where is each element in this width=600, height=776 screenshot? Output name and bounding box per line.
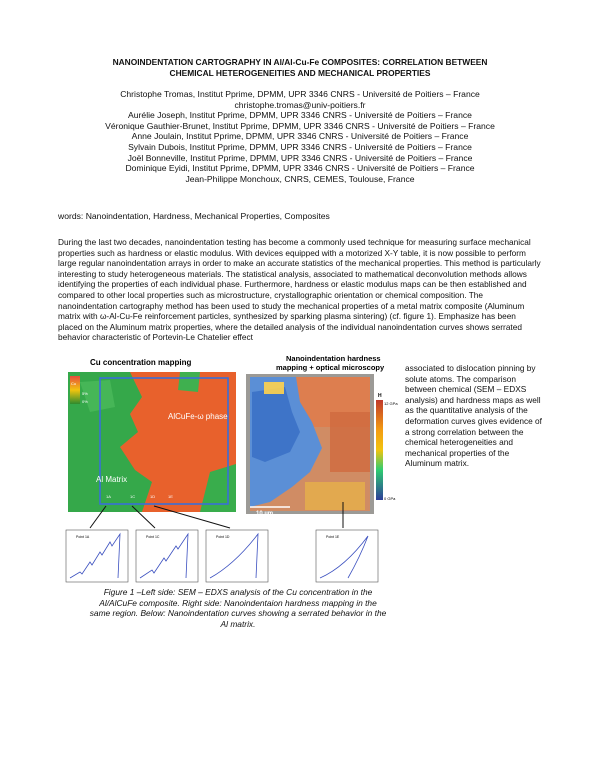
author-email: christophe.tromas@univ-poitiers.fr bbox=[234, 99, 366, 110]
author-line: Véronique Gauthier-Brunet, Institut Pprime, DPMM, UPR 3346 CNRS - Université de Poitiers – France bbox=[105, 120, 495, 131]
scale-bar-label: 10 µm bbox=[256, 511, 274, 517]
figure-1-graphic bbox=[60, 352, 400, 584]
hardness-map bbox=[246, 374, 398, 517]
hardness-colorbar bbox=[376, 400, 383, 500]
paper-title bbox=[40, 57, 560, 79]
author-line: Sylvain Dubois, Institut Pprime, DPMM, UPR 3346 CNRS - Université de Poitiers – France bbox=[128, 141, 472, 152]
figure-caption: Figure 1 –Left side: SEM – EDXS analysis of the Cu concentration in the Al/AlCuFe composite. Right side: Nanoindentaion hardness mapping in the same region. Below: Nanoindentation curves showing a serrated behavior in the Al matrix. bbox=[89, 587, 387, 629]
colorbar-top: 12 GPa bbox=[384, 401, 398, 406]
right-panel-title-2: mapping + optical microscopy bbox=[276, 363, 385, 372]
author-line: Anne Joulain, Institut Pprime, DPMM, UPR 3346 CNRS - Université de Poitiers – France bbox=[131, 131, 469, 142]
author-line: Jean-Philippe Monchoux, CNRS, CEMES, Toulouse, France bbox=[185, 173, 415, 184]
curve-label: Point 1C bbox=[146, 535, 160, 539]
colorbar-bottom: 0 GPa bbox=[384, 496, 396, 501]
curve-panel bbox=[206, 530, 268, 582]
keywords: words: Nanoindentation, Hardness, Mechanical Properties, Composites bbox=[58, 211, 330, 221]
matrix-label: Al Matrix bbox=[96, 475, 128, 484]
colorbar-unit: H bbox=[378, 393, 382, 399]
cu-scale-low: 0% bbox=[82, 399, 88, 404]
author-line: Dominique Eyidi, Institut Pprime, DPMM, UPR 3346 CNRS - Université de Poitiers – France bbox=[125, 163, 475, 174]
left-panel-title: Cu concentration mapping bbox=[90, 358, 192, 367]
figure-1 bbox=[60, 352, 400, 612]
author-list bbox=[40, 89, 560, 184]
author-line: Christophe Tromas, Institut Pprime, DPMM, UPR 3346 CNRS - Université de Poitiers – France bbox=[120, 89, 480, 99]
point-label: 1E bbox=[168, 494, 173, 499]
abstract-main: During the last two decades, nanoindentation testing has become a commonly used technique for measuring surface mechanical properties such as hardness or elastic modulus. With devices equipped with a motorized X-Y table, it is now possible to perform large regular nanoindentation arrays in order to make an accurate statistics of the mechanical properties. This method is particularly interesting to study heterogeneous materials. The statistical analysis, associated to mathematical deconvolution methods allows identifying the properties of each individual phase. Furthermore, hardness or elastic modulus maps can be then established and compared to other local properties such as microstructure, crystallographic orientation or chemical composition. The nanoindentation cartography method has been used to study the mechanical properties of a metal matrix composite (Aluminum matrix with ω-Al-Cu-Fe reinforcement particles, synthesized by sparking plasma sintering) (cf. figure 1). Emphasize has been placed on the Aluminum matrix properties, where the detailed analysis of the individual nanoindentation curves shows serrated behavior characteristic of Portevin-Le Chatelier effect bbox=[58, 237, 541, 343]
curve-label: Point 1D bbox=[216, 535, 230, 539]
curve-label: Point 1A bbox=[76, 535, 90, 539]
phase-label: AlCuFe-ω phase bbox=[168, 412, 228, 421]
abstract-wrap-text: associated to dislocation pinning by solute atoms. The comparison between chemical (SEM – EDXS analysis) and hardness maps as well as the quantitative analysis of the deformation curves gives evidence of a strong correlation between the chemical heterogeneities and mechanical properties of the Aluminum matrix. bbox=[405, 363, 542, 469]
cu-scale-mid: 5% bbox=[82, 391, 88, 396]
curve-panel bbox=[136, 530, 198, 582]
point-label: 1D bbox=[150, 494, 156, 499]
curve-panel bbox=[66, 530, 128, 582]
curve-panel bbox=[316, 530, 378, 582]
point-label: 1A bbox=[106, 494, 111, 499]
author-line: Aurélie Joseph, Institut Pprime, DPMM, UPR 3346 CNRS - Université de Poitiers – France bbox=[128, 110, 472, 121]
title-line-1: NANOINDENTATION CARTOGRAPHY IN Al/Al-Cu-Fe COMPOSITES: CORRELATION BETWEEN bbox=[112, 57, 488, 67]
title-line-2: CHEMICAL HETEROGENEITIES AND MECHANICAL PROPERTIES bbox=[169, 68, 431, 78]
cu-map bbox=[68, 372, 236, 512]
point-label: 1C bbox=[130, 494, 136, 499]
right-panel-title-1: Nanoindentation hardness bbox=[286, 354, 381, 363]
cu-scale-top: Cu bbox=[71, 381, 77, 386]
author-line: Joël Bonneville, Institut Pprime, DPMM, UPR 3346 CNRS - Université de Poitiers – France bbox=[127, 152, 473, 163]
curve-label: Point 1E bbox=[326, 535, 340, 539]
